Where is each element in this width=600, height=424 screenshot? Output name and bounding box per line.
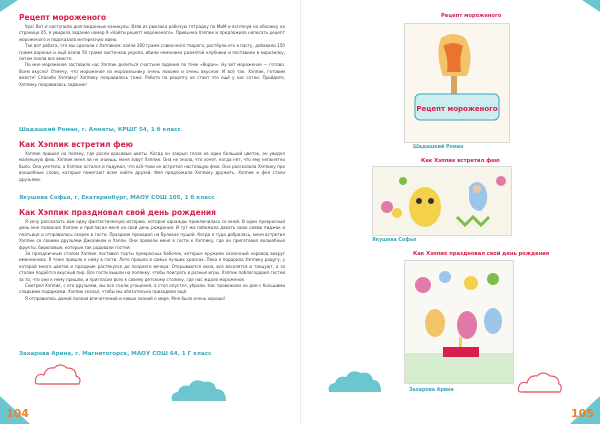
section3-text (19, 219, 285, 302)
page-number-right: 105 (571, 407, 594, 420)
ice-cream-picture (404, 23, 510, 143)
paragraph: Хэппик пришел на поляну, где росли красивые цветы. Когда он закрыл глаза на один большой цветок, он увидел маленькую фею. Хэппик меня ли не знаешь, меня зовут Хэппик. Она не знала, что хочет, когда нет, что ему непонятно было. Она улетела, а Хэппик остался и подумал, что всё-таки он встретил настоящую фею. Она рассказала Хэппику про волшебные слова, которые помогают всем найти друзей. Фея предложила Хэппику дружить. Хэппик и фея стали друзьями. (19, 151, 285, 182)
section1-title: Рецепт мороженого (19, 13, 107, 22)
paragraph: Так вот рабата, что мы сделали с Хэппиком: взяли 300 грамм сливочного творога, растёрли его в пасту, добавили 150 грамм варенья и ещё взяли 50 грамм листочков укропа, вбили немножко размятой клубники и поставили в морозилку, потом поели все вместе. (19, 43, 285, 62)
top-right-corner-decoration (582, 0, 600, 12)
top-left-corner-decoration (0, 0, 18, 12)
block2-title: Как Хэппик встретил фею (421, 158, 500, 164)
block1-caption: Шадашкий Роман (413, 145, 464, 150)
cloud-decoration (327, 368, 383, 394)
paragraph: Я отправилась домой полная впечатлений и новых знаний о мире. Мне было очень хорошо! (25, 295, 226, 301)
block2-caption: Якушева Софья (372, 238, 417, 243)
paragraph: За праздничным столом Хэппик поставил торты прекрасных бабочек, которые кружили сказочный хоровод вокруг именинника. Я тоже пришла к нему в гости. Лето прошло в самых лучших красках. Пока я подарила Хэппику радугу, у которой много цветов и праздник растянулся до позднего вечера. Открываются окна, все веселятся и танцуют, а за столом подаётся вкусный пир. Все гости вышли на полянку, чтобы поиграть в разные игры. Хэппик поблагодарил гостей за то, что они к нему пришли, и пригласил всех к своему детскому столику, где нас ждало мороженое. (19, 251, 285, 282)
section2-title: Как Хэппик встретил фею (19, 140, 133, 149)
cloud-decoration (34, 362, 82, 386)
cloud-decoration (517, 370, 563, 394)
section3-author: Захарова Арина, г. Магнитогорск, МАОУ СОШ 64, 1 Г класс (19, 351, 212, 357)
ice-cream-illustration (405, 24, 509, 142)
section2-text (19, 151, 285, 183)
picture-banner-text: Рецепт мороженого (416, 105, 498, 113)
block3-title: Как Хэппик праздновал свой день рождения (413, 251, 550, 257)
section3-title: Как Хэппик праздновал свой день рождения (19, 208, 216, 217)
section2-author: Якушева Софья, г. Екатеринбург, МАОУ СОШ 105, 1 б класс (19, 195, 215, 201)
paragraph: Ура! Вот и наступили долгожданные каникулы. Взяв из рюкзака рабочую тетрадку по МиМ и взглянув на обложку на странице 25, я увидела задание номер 9 «Найти рецепт мороженого». Привычка Хэппик и предложила написать рецепт мороженого и подсказала интересную идею. (19, 24, 285, 42)
block3-caption: Захарова Арина (409, 388, 454, 393)
section1-text (19, 24, 285, 88)
paragraph: По мне мороженое заставило нас Хэппик делиться счастьем задание по теме «Водан». Ну вот мороженое — готово. Всем вкусно! Отмечу, что мороженое из морозильнику очень похоже и очень вкусное. И всё так. Хэппик, готовим вместе! Спасибо Хэппику! Хэппику понравилось тоже. Работа по рецепту не стоит это ещё у нас сотни. Пройдите, Хэппику понравилась задание! (19, 62, 285, 87)
birthday-illustration (405, 261, 513, 383)
paragraph: Смотрел Хэппик, с его друзьями, мы все съели угощения, а стол опустел, убрали. Нас провожали на дом с большими сладкими подарками. Хэппик сказал, чтобы мы обязательно приходили ещё. (19, 283, 285, 295)
birthday-drawing (404, 260, 514, 384)
fairy-drawing (372, 166, 512, 236)
page-number-left: 104 (6, 407, 29, 420)
block1-title: Рецепт мороженого (441, 13, 502, 19)
paragraph: Я хочу рассказать вам одну фантастическую историю, которая однажды приключилась со мной. В один прекрасный день мне позвонил Хэппик и пригласил меня на свой день рождения. И тут же побежала давать свою сиявю пиджак и платьице и отправилась скорее в гости. Праздник проходил на Вулкане пущей. Когда я туда добралась, меня встретил Хэппик со своими друзьями Джоликом и Уалли. Они провели меня в гости к Хэппику, где он приготовил волшебные фрукты, бирюзовые, которые так радовали гостей. (19, 219, 285, 250)
right-page (300, 0, 600, 424)
fairy-illustration (373, 167, 511, 235)
section1-author: Шадашкий Роман, г. Алматы, КРШГ 54, 1 б класс (19, 127, 181, 133)
cloud-decoration (170, 377, 228, 403)
